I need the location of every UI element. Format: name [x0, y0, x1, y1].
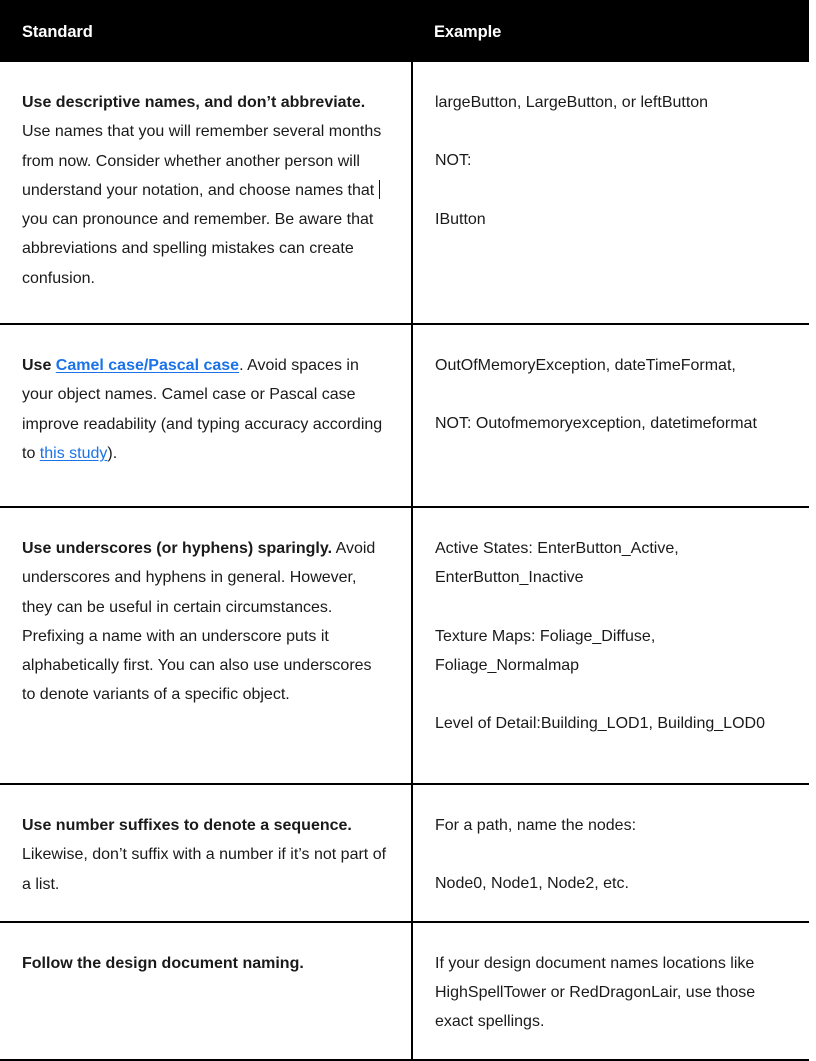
- example-paragraph: NOT:: [435, 152, 472, 170]
- column-header-example: [412, 0, 809, 62]
- example-paragraph: largeButton, LargeButton, or leftButton: [435, 94, 709, 111]
- text-cursor-caret: [379, 180, 380, 199]
- standard-paragraph: [22, 351, 389, 468]
- example-paragraph: Level of Detail:Building_LOD1, Building_LOD0: [435, 715, 765, 733]
- standard-lead-2: Use: [22, 357, 56, 374]
- standard-text-2: [0, 325, 411, 506]
- cell-example: [412, 62, 809, 324]
- table-header: [0, 0, 809, 62]
- example-paragraph: IButton: [435, 210, 486, 228]
- cell-standard: [0, 784, 412, 922]
- table-row: [0, 324, 809, 507]
- cell-standard: [0, 922, 412, 1060]
- standard-paragraph: [22, 534, 389, 710]
- example-paragraph: OutOfMemoryException, dateTimeFormat,: [435, 357, 736, 374]
- cell-example: [412, 324, 809, 507]
- cell-example: [412, 784, 809, 922]
- example-text-2: [413, 325, 809, 506]
- table-row: [0, 507, 809, 784]
- example-paragraph: For a path, name the nodes:: [435, 817, 637, 834]
- cell-example: [412, 507, 809, 784]
- table-row: [0, 62, 809, 324]
- example-paragraph: Texture Maps: Foliage_Diffuse, Foliage_Normalmap: [435, 627, 656, 674]
- cell-example: [412, 922, 809, 1060]
- table-row: [0, 922, 809, 1060]
- standard-paragraph: [22, 88, 389, 293]
- link-this-study[interactable]: this study: [39, 444, 108, 462]
- example-paragraph: If your design document names locations like HighSpellTower or RedDragonLair, use those exact spellings.: [435, 954, 756, 1031]
- standard-body-1-before: Use names that you will remember several months from now. Consider whether another person will understand your notation, and choose names that: [22, 123, 382, 199]
- table-row: [0, 784, 809, 922]
- standard-paragraph: [22, 949, 389, 978]
- standard-lead-4: Use number suffixes to denote a sequence.: [22, 817, 352, 834]
- table-body: [0, 62, 809, 1060]
- standard-lead-5: Follow the design document naming.: [22, 954, 304, 972]
- standard-body-1-after: you can pronounce and remember. Be aware that abbreviations and spelling mistakes can create confusion.: [22, 211, 374, 287]
- example-paragraph: Node0, Node1, Node2, etc.: [435, 875, 629, 893]
- example-text-5: [413, 923, 809, 1059]
- standard-body-2-mid: . Avoid spaces in your object names. Camel case or Pascal case improve readability (and typing accuracy according to: [22, 357, 383, 462]
- table-header-row: [0, 0, 809, 62]
- example-paragraph: NOT: Outofmemoryexception, datetimeformat: [435, 415, 757, 433]
- standard-text-4: [0, 785, 411, 921]
- standard-body-2-tail: ).: [107, 444, 118, 462]
- cell-standard: [0, 62, 412, 324]
- standard-paragraph: [22, 811, 389, 899]
- standard-lead-1: Use descriptive names, and don’t abbreviate.: [22, 94, 366, 111]
- cell-standard: [0, 324, 412, 507]
- example-text-3: [413, 508, 809, 783]
- example-text-4: [413, 785, 809, 921]
- standard-text-3: [0, 508, 411, 783]
- standard-text-5: [0, 923, 411, 1043]
- column-header-example-label: Example: [434, 22, 502, 41]
- link-camel-pascal-case[interactable]: Camel case/Pascal case: [55, 357, 240, 374]
- standard-text-1: [0, 62, 411, 323]
- standard-body-3: Avoid underscores and hyphens in general. However, they can be useful in certain circumstances. Prefixing a name with an underscore puts it alphabetically first. You can also use underscores to denote variants of a specific object.: [22, 540, 376, 704]
- standard-body-4: Likewise, don’t suffix with a number if it’s not part of a list.: [22, 846, 387, 893]
- example-paragraph: Active States: EnterButton_Active, EnterButton_Inactive: [435, 540, 679, 587]
- standard-lead-3: Use underscores (or hyphens) sparingly.: [22, 540, 333, 557]
- example-text-1: [413, 62, 809, 323]
- cell-standard: [0, 507, 412, 784]
- column-header-standard: [0, 0, 412, 62]
- column-header-standard-label: Standard: [22, 22, 93, 41]
